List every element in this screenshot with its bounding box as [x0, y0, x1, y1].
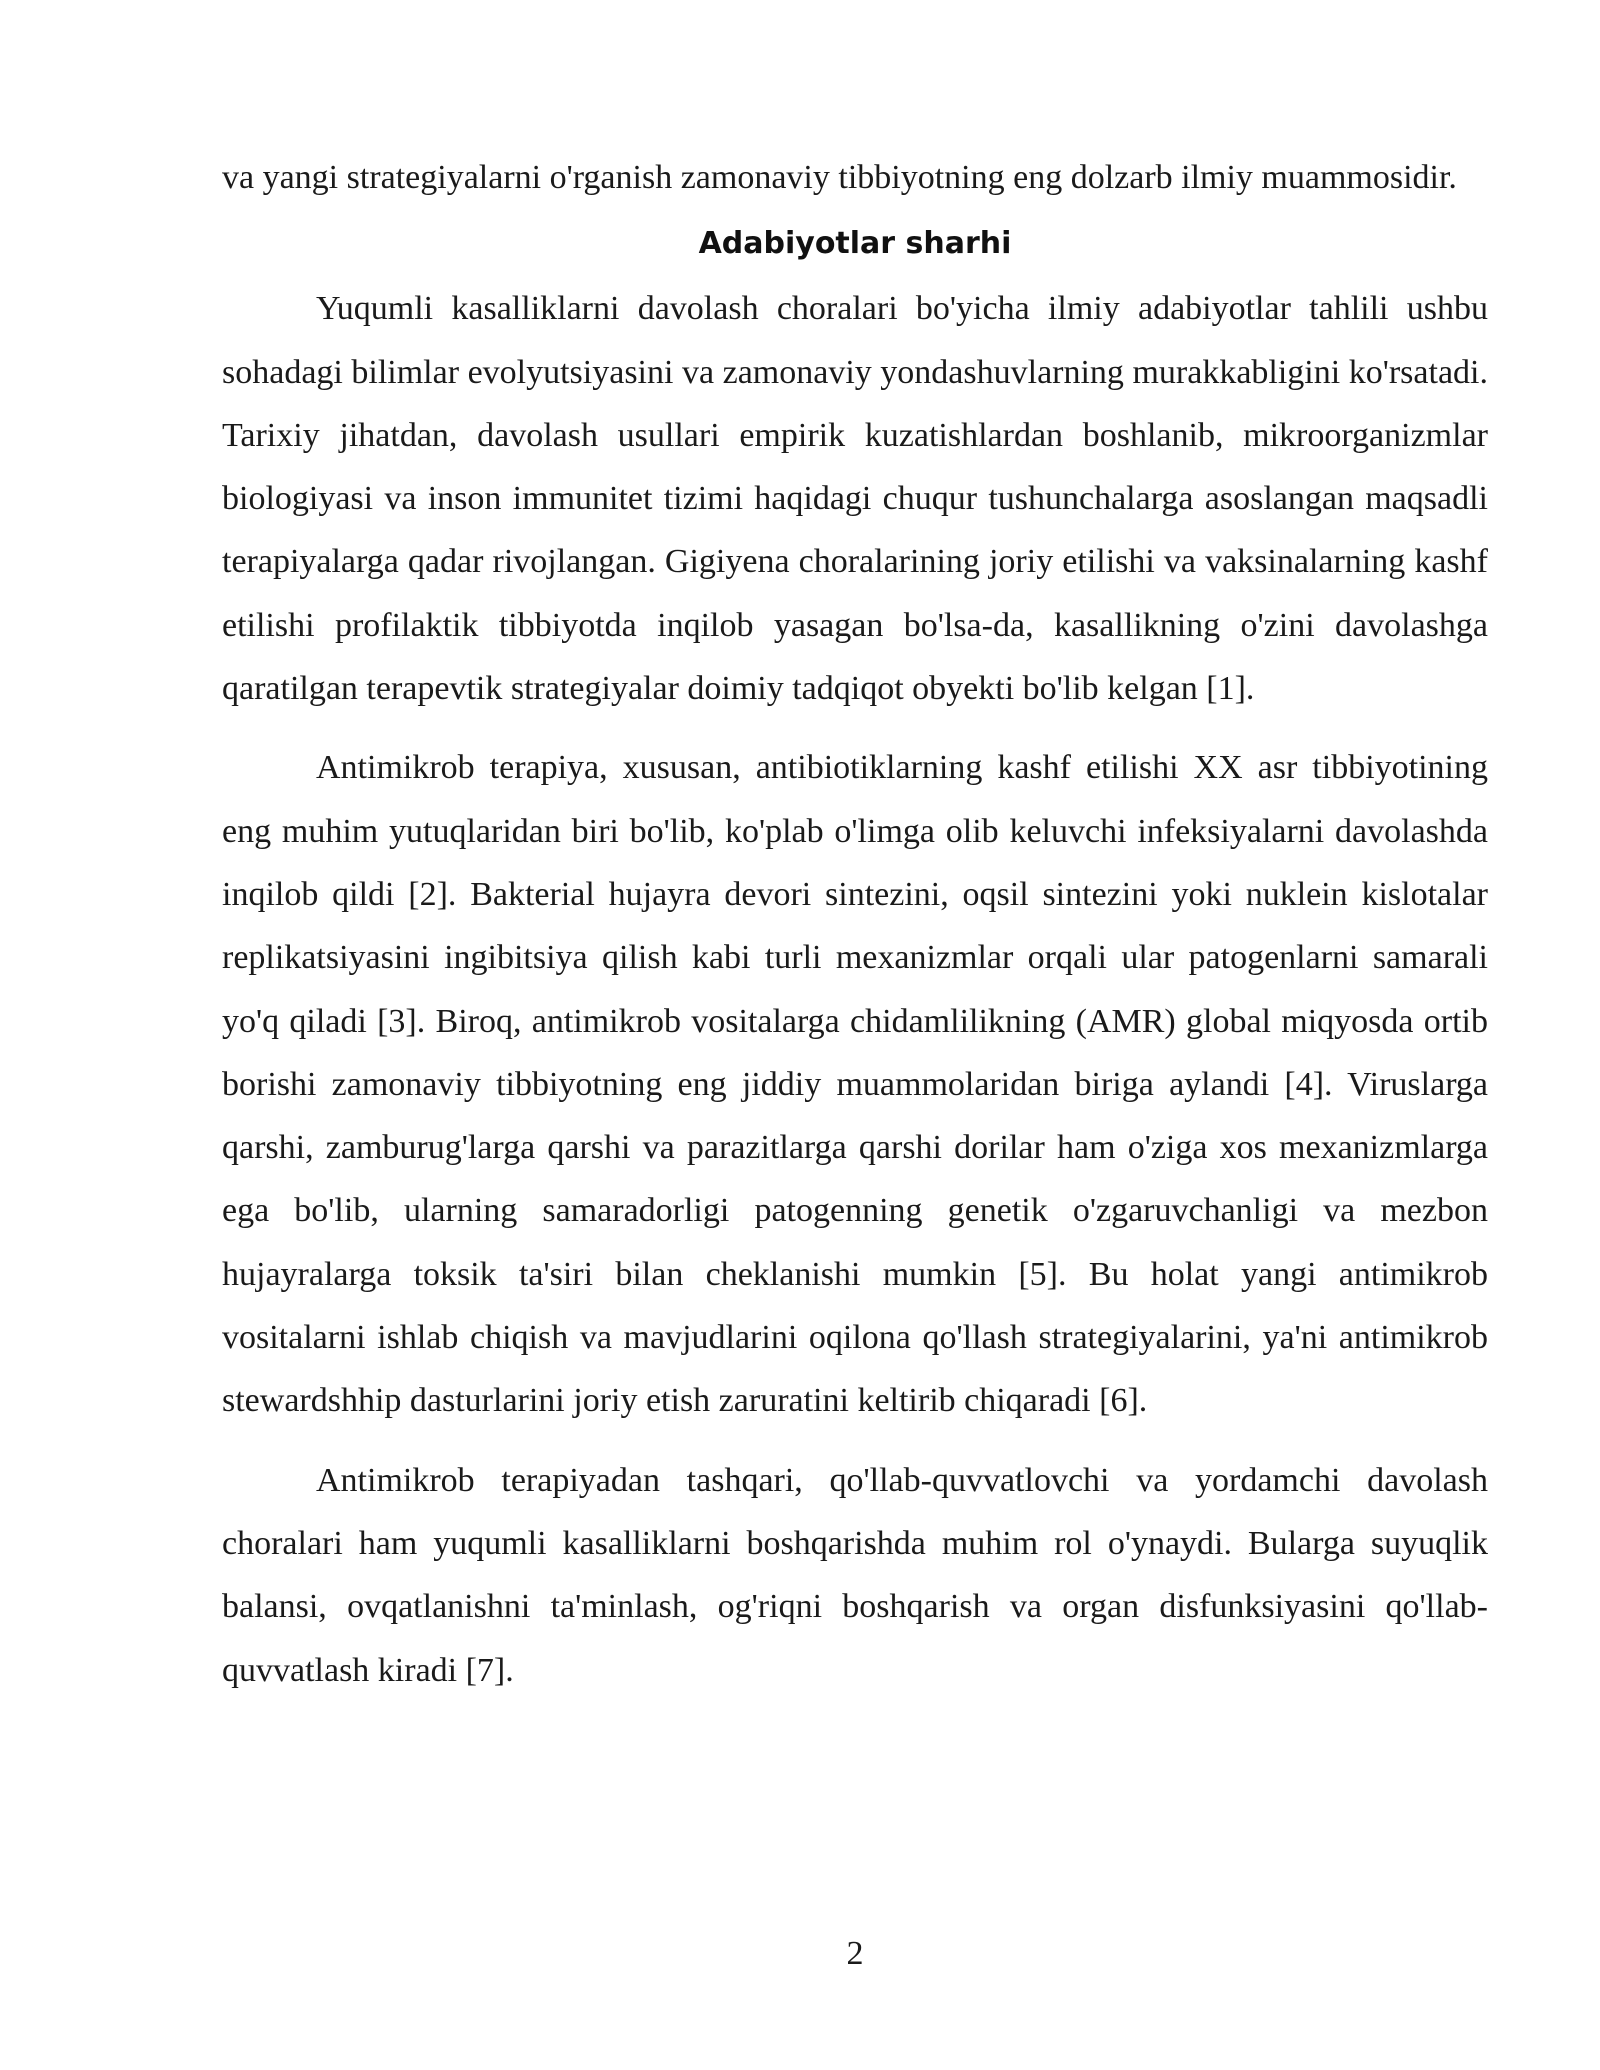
intro-paragraph: va yangi strategiyalarni o'rganish zamonaviy tibbiyotning eng dolzarb ilmiy muammosidir.	[222, 159, 1457, 196]
body-paragraph-1: Yuqumli kasalliklarni davolash choralari bo'yicha ilmiy adabiyotlar tahlili ushbu sohadagi bilimlar evolyutsiyasini va zamonaviy yondashuvlarning murakkabligini ko'rsatadi. Tarixiy jihatdan, davolash usullari empirik kuzatishlardan boshlanib, mikroorganizmlar biologiyasi va inson immunitet tizimi haqidagi chuqur tushunchalarga asoslangan maqsadli terapiyalarga qadar rivojlangan. Gigiyena choralarining joriy etilishi va vaksinalarning kashf etilishi profilaktik tibbiyotda inqilob yasagan bo'lsa-da, kasallikning o'zini davolashga qaratilgan terapevtik strategiyalar doimiy tadqiqot obyekti bo'lib kelgan [1].	[222, 290, 1488, 708]
page-number: 2	[846, 1935, 864, 1972]
document-page	[222, 146, 1488, 1702]
body-paragraph-2: Antimikrob terapiya, xususan, antibiotiklarning kashf etilishi XX asr tibbiyotining eng muhim yutuqlaridan biri bo'lib, ko'plab o'limga olib keluvchi infeksiyalarni davolashda inqilob qildi [2]. Bakterial hujayra devori sintezini, oqsil sintezini yoki nuklein kislotalar replikatsiyasini ingibitsiya qilish kabi turli mexanizmlar orqali ular patogenlarni samarali yo'q qiladi [3]. Biroq, antimikrob vositalarga chidamlilikning (AMR) global miqyosda ortib borishi zamonaviy tibbiyotning eng jiddiy muammolaridan biriga aylandi [4]. Viruslarga qarshi, zamburug'larga qarshi va parazitlarga qarshi dorilar ham o'ziga xos mexanizmlarga ega bo'lib, ularning samaradorligi patogenning genetik o'zgaruvchanligi va mezbon hujayralarga toksik ta'siri bilan cheklanishi mumkin [5]. Bu holat yangi antimikrob vositalarni ishlab chiqish va mavjudlarini oqilona qo'llash strategiyalarini, ya'ni antimikrob stewardshhip dasturlarini joriy etish zaruratini keltirib chiqaradi [6].	[222, 749, 1488, 1420]
section-heading: Adabiyotlar sharhi	[698, 226, 1012, 262]
body-paragraph-3: Antimikrob terapiyadan tashqari, qo'llab-quvvatlovchi va yordamchi davolash choralari ham yuqumli kasalliklarni boshqarishda muhim rol o'ynaydi. Bularga suyuqlik balansi, ovqatlanishni ta'minlash, og'riqni boshqarish va organ disfunksiyasini qo'llab-quvvatlash kiradi [7].	[222, 1461, 1488, 1689]
